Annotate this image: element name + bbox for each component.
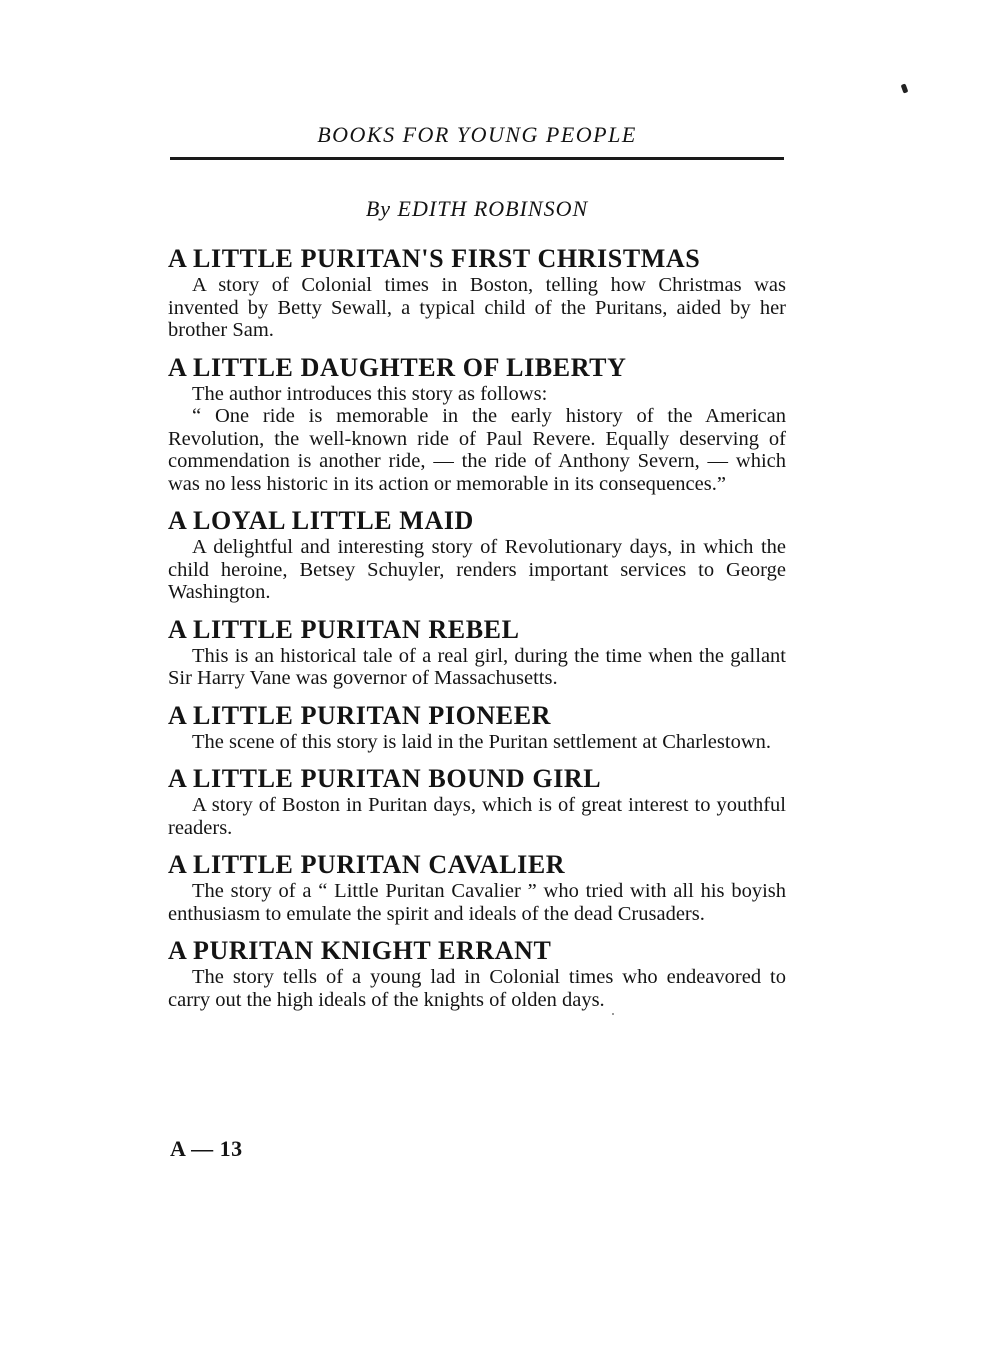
book-title: A LITTLE PURITAN BOUND GIRL <box>168 764 602 793</box>
book-quote: “ One ride is memorable in the early history of the American Revolution, the well-known ride of Paul Revere. Equally deserving of commendation is another ride, — the ride of Anthony Severn, — which was no less historic in its action or memorable in its consequences.” <box>168 405 786 495</box>
book-description: A story of Boston in Puritan days, which is of great interest to youthful readers. <box>168 794 786 839</box>
book-title: A LITTLE PURITAN REBEL <box>168 614 520 644</box>
book-description: The story of a “ Little Puritan Cavalier ” who tried with all his boyish enthusiasm to emulate the spirit and ideals of the dead Crusaders. <box>168 880 786 925</box>
book-entry <box>168 353 786 496</box>
book-entry <box>168 244 786 342</box>
book-description: The story tells of a young lad in Colonial times who endeavored to carry out the high ideals of the knights of olden days. <box>168 966 786 1011</box>
book-list <box>168 244 786 1022</box>
book-description: The author introduces this story as follows: <box>192 382 548 405</box>
book-description: This is an historical tale of a real girl, during the time when the gallant Sir Harry Vane was governor of Massachusetts. <box>168 644 786 689</box>
book-entry <box>168 936 786 1011</box>
book-title: A PURITAN KNIGHT ERRANT <box>168 936 552 965</box>
book-description: The scene of this story is laid in the Puritan settlement at Charlestown. <box>192 730 772 753</box>
book-title: A LITTLE PURITAN CAVALIER <box>168 850 566 879</box>
book-description: A delightful and interesting story of Revolutionary days, in which the child heroine, Betsey Schuyler, renders important services to George Washington. <box>168 536 786 603</box>
book-title: A LOYAL LITTLE MAID <box>168 506 474 535</box>
book-title: A LITTLE PURITAN'S FIRST CHRISTMAS <box>168 244 701 273</box>
book-description: A story of Colonial times in Boston, telling how Christmas was invented by Betty Sewall, a typical child of the Puritans, aided by her brother Sam. <box>168 274 786 341</box>
book-title: A LITTLE DAUGHTER OF LIBERTY <box>168 352 627 382</box>
book-title: A LITTLE PURITAN PIONEER <box>168 700 552 730</box>
author-byline: By EDITH ROBINSON <box>365 196 589 221</box>
book-entry <box>168 506 786 604</box>
book-entry <box>168 615 786 690</box>
ink-mark <box>901 83 909 93</box>
book-entry <box>168 850 786 925</box>
book-entry <box>168 701 786 754</box>
running-header: BOOKS FOR YOUNG PEOPLE <box>317 122 637 147</box>
book-entry <box>168 764 786 839</box>
header-rule <box>170 157 784 160</box>
signature-code: A — 13 <box>170 1136 243 1161</box>
